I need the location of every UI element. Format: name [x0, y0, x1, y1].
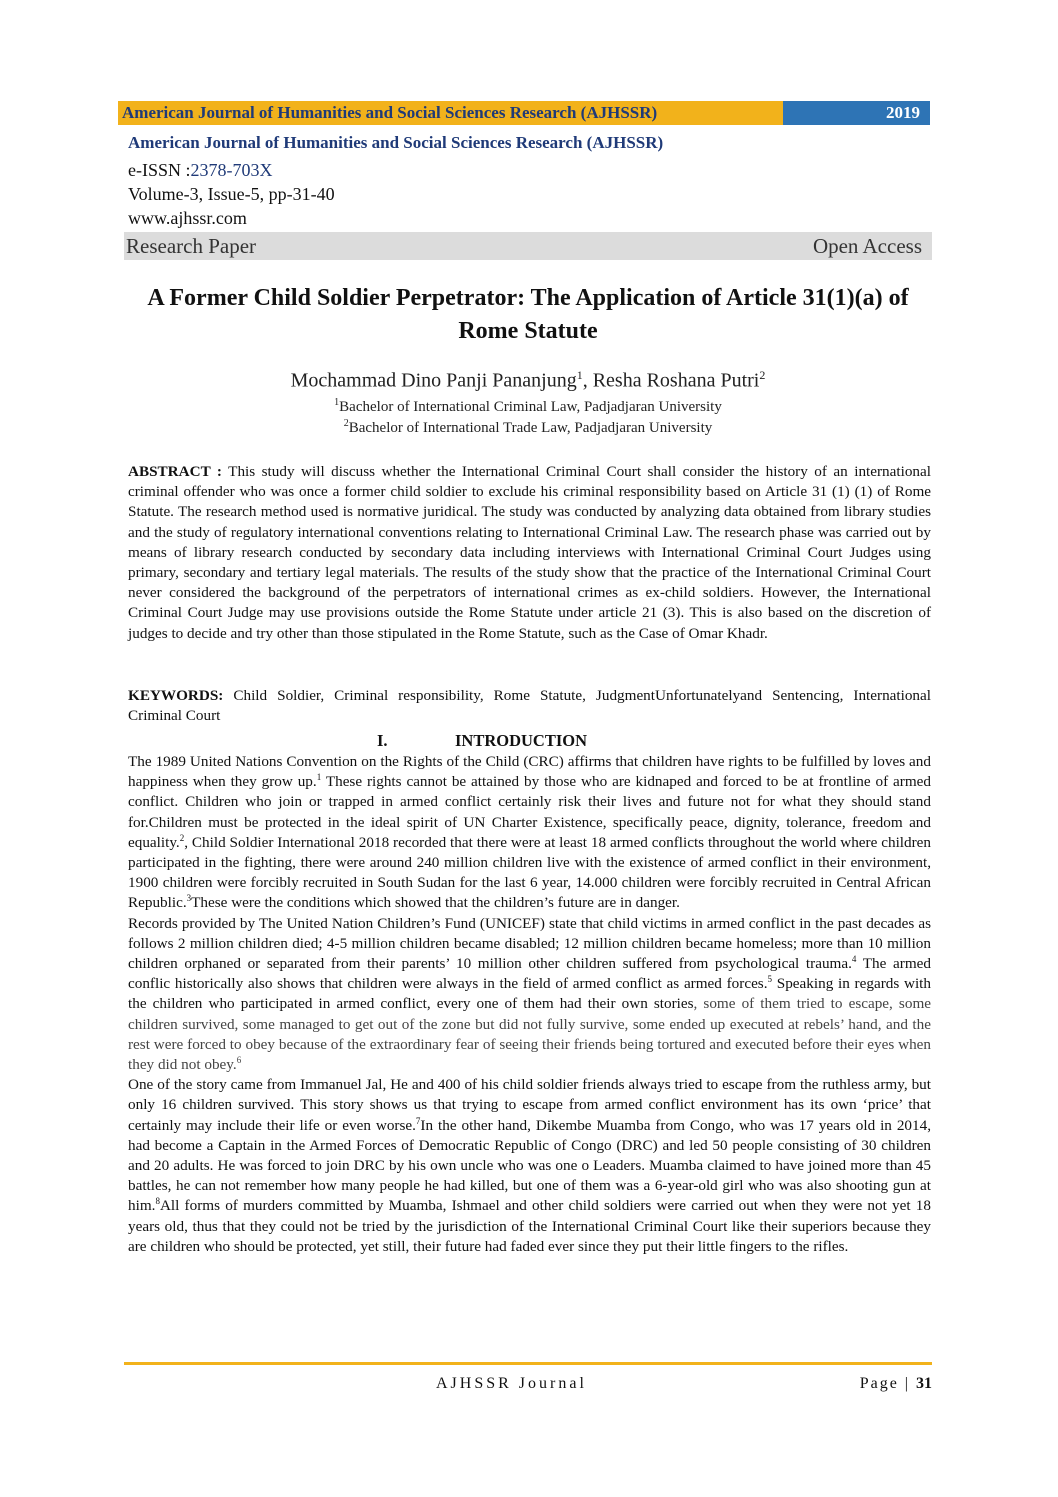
paper-type-bar	[124, 232, 932, 260]
intro-p3-text: In the other hand, Dikembe Muamba from Congo, who was 17 years old in 2014, had become a Captain in the Armed Forces of Democratic Republic of Congo (DRC) and led 50 people consisting of 30 children and 20 adults. He was forced to join DRC by his own uncle who was one o Leaders. Muamba claimed to have joined more than 45 battles, he can not remember how many people he had killed, but one of them was a 6-year-old girl who was also shooting gun at him.	[128, 1116, 931, 1215]
intro-p1-text: These were the conditions which showed that the children’s future are in danger.	[191, 894, 680, 912]
footer-page-number: 31	[916, 1375, 932, 1392]
affiliation-1	[118, 397, 938, 416]
paper-title: A Former Child Soldier Perpetrator: The Application of Article 31(1)(a) of Rome Statute	[147, 285, 909, 344]
issn-number: 2378-703X	[190, 160, 273, 180]
authors-line	[118, 368, 938, 393]
abstract-label: ABSTRACT :	[128, 463, 222, 480]
affiliation-1-sup: 1	[334, 397, 340, 408]
access-type: Open Access	[812, 233, 922, 258]
footer-page	[820, 1375, 932, 1393]
intro-p2-text: Speaking in regards with the children who participated in armed conflict, every one of them had their own stories	[128, 975, 931, 1013]
volume-line: Volume-3, Issue-5, pp-31-40	[128, 184, 335, 204]
intro-p2-text: Records provided by The United Nation Children’s Fund (UNICEF) state that child victims in armed conflict in the past decades as follows 2 million children died; 4-5 million children became disabled; 12 million children became homeless; more than 10 million children orphaned or separated from their parents’ 10 million other children suffered from psychological trauma.	[128, 914, 931, 973]
header-year: 2019	[783, 101, 930, 125]
journal-header-bar	[118, 101, 930, 125]
issn-line	[128, 160, 273, 181]
affiliation-1-text: Bachelor of International Criminal Law, Padjadjaran University	[339, 399, 722, 415]
footer-journal: AJHSSR Journal	[436, 1375, 587, 1392]
affiliation-2-text: Bachelor of International Trade Law, Padjadjaran University	[348, 420, 713, 436]
footnote-ref[interactable]: 7	[415, 1115, 421, 1126]
footnote-ref[interactable]: 4	[851, 953, 857, 964]
intro-p2-text: The armed conflic historically also shows that children were always in the field of armed conflict as armed forces.	[128, 955, 931, 993]
keywords-text: Child Soldier, Criminal responsibility, Rome Statute, JudgmentUnfortunatelyand Sentencing, International Criminal Court	[128, 687, 931, 725]
intro-p3-text: One of the story came from Immanuel Jal, He and 400 of his child soldier friends always tried to escape from the ruthless army, but only 16 children survived. This story shows us that trying to escape from armed conflict environment has its own ‘price’ that certainly may include their life or even worse.	[128, 1076, 931, 1134]
author-1-sup: 1	[576, 368, 583, 382]
affiliation-2-sup: 2	[343, 418, 349, 429]
intro-paragraph	[128, 914, 931, 1076]
author-separator: ,	[582, 369, 593, 392]
abstract-text: This study will discuss whether the International Criminal Court shall consider the history of an international criminal offender who was once a former child soldier to exclude his criminal responsibility based on Article 31 (1) (1) of Rome Statute. The research method used is normative juridical. The study was conducted by analyzing data obtained from library studies and the study of regulatory international conventions relating to International Criminal Law. The research phase was carried out by means of library research conducted by secondary data including interviews with International Criminal Court Judges using primary, secondary and tertiary legal materials. The results of the study show that the practice of the International Criminal Court never considered the background of the perpetrators of international crimes as ex-child soldiers. However, the International Criminal Court Judge may use provisions outside the Rome Statute under article 21 (3). This is also based on the discretion of judges to decide and try other than those stipulated in the Rome Statute, such as the Case of Omar Khadr.	[128, 463, 931, 642]
section-title: INTRODUCTION	[455, 731, 588, 750]
journal-url: www.ajhssr.com	[128, 208, 247, 228]
affiliation-2	[118, 418, 938, 437]
author-2-sup: 2	[759, 368, 766, 382]
footnote-ref[interactable]: 1	[316, 772, 322, 783]
intro-paragraph	[128, 752, 931, 914]
intro-p3-text: All forms of murders committed by Muamba, Ishmael and other child soldiers were carried out when they were not yet 18 years old, thus that they could not be tried by the jurisdiction of the International Criminal Court like their superiors because they are children who should be protected, yet still, their future had faded ever since they put their little fingers to the rifles.	[128, 1197, 931, 1255]
footnote-ref[interactable]: 5	[767, 974, 773, 985]
footer-rule	[124, 1362, 932, 1365]
section-number: I.	[377, 731, 388, 750]
intro-p1-text: The 1989 United Nations Convention on the Rights of the Child (CRC) affirms that children have rights to be fulfilled by loves and happiness when they grow up.	[128, 753, 931, 791]
intro-p1-text: These rights cannot be attained by those who are kidnaped and forced to be at frontline of armed conflict. Children who join or trapped in armed conflict certainly risk their lives and future not for what they should stand for.Children must be protected in the ideal spirit of UN Charter Existence, specifically peace, dignity, tolerance, freedom and equality.	[128, 773, 932, 851]
keywords	[128, 686, 931, 726]
author-2: Resha Roshana Putri	[592, 369, 760, 392]
paper-type: Research Paper	[126, 233, 257, 258]
footnote-ref[interactable]: 6	[236, 1054, 242, 1065]
footnote-ref[interactable]: 3	[186, 893, 192, 904]
journal-name: American Journal of Humanities and Social Sciences Research (AJHSSR)	[128, 133, 664, 152]
intro-p1-text: , Child Soldier International 2018 recorded that there were at least 18 armed conflicts throughout the world where children participated in the fighting, there were around 240 million children live with the existence of armed conflict in their environment, 1900 children were forcibly recruited in South Sudan for the last 6 year, 14.000 children were forcibly recruited in Central African Republic.	[128, 833, 931, 912]
keywords-label: KEYWORDS:	[128, 687, 224, 704]
intro-p2-text: , some of them tried to escape, some children survived, some managed to get out of the zone but did not fully survive, some ended up executed at rebels’ hand, and the rest were forced to obey because of the extraordinary fear of seeing their friends being tortured and executed before their eyes when they did not obey.	[128, 995, 931, 1074]
footnote-ref[interactable]: 8	[155, 1196, 160, 1207]
abstract	[128, 462, 931, 644]
issn-label: e-ISSN :	[128, 160, 191, 180]
introduction-body	[128, 752, 931, 1257]
header-journal-title: American Journal of Humanities and Social Sciences Research (AJHSSR)	[118, 101, 783, 125]
intro-paragraph	[128, 1075, 931, 1257]
author-1: Mochammad Dino Panji Pananjung	[290, 369, 577, 392]
footer-page-label: Page |	[859, 1375, 916, 1392]
footnote-ref[interactable]: 2	[179, 832, 185, 843]
